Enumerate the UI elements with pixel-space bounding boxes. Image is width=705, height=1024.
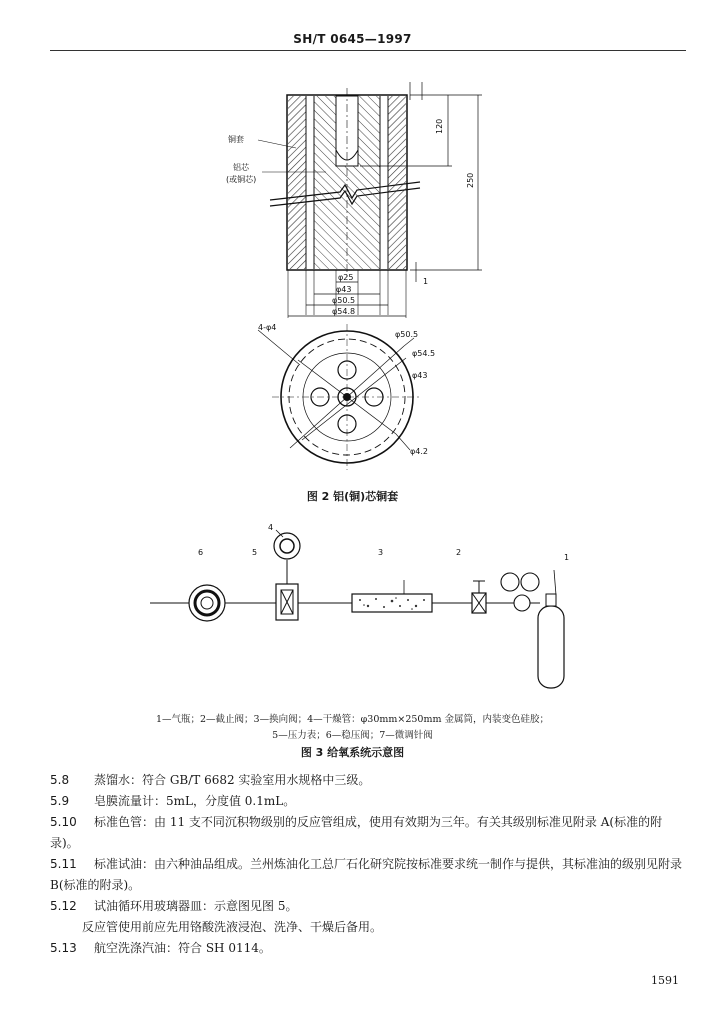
dim-phi25: φ25 bbox=[338, 273, 354, 282]
clause-5-12-note: 反应管使用前应先用铬酸洗液浸泡、洗净、干燥后备用。 bbox=[82, 920, 383, 934]
running-header: SH/T 0645—1997 bbox=[293, 32, 412, 46]
top-dim-phi43: φ43 bbox=[412, 371, 428, 380]
clause-5-8: 5.8 蒸馏水：符合 GB/T 6682 实验室用水规格中三级。 bbox=[50, 773, 371, 787]
figure-3-caption: 图 3 给氧系统示意图 bbox=[300, 746, 405, 759]
top-dim-phi50-5: φ50.5 bbox=[395, 330, 419, 339]
fig3-number-2: 2 bbox=[456, 548, 462, 557]
label-core-alt: (或铜芯) bbox=[226, 175, 257, 184]
section-view bbox=[226, 82, 482, 318]
figure-3-legend-line1: 1—气瓶；2—截止阀；3—换向阀；4—干燥管：φ30mm×250mm 金属筒，内装变色硅胶； bbox=[155, 714, 550, 725]
figure-3-drawing bbox=[150, 523, 569, 688]
clause-5-11: 5.11 标准试油：由六种油品组成。兰州炼油化工总厂石化研究院按标准要求统一制作与提供，其标准油的级别见附录 B(标准的附录)。 bbox=[50, 857, 683, 892]
clause-5-13: 5.13 航空洗涤汽油：符合 SH 0114。 bbox=[50, 941, 271, 955]
dim-1: 1 bbox=[423, 277, 429, 286]
figure-2-caption: 图 2 铝(铜)芯铜套 bbox=[306, 490, 399, 503]
dim-250: 250 bbox=[466, 172, 475, 188]
fig3-number-4: 4 bbox=[268, 523, 274, 532]
top-dim-phi4-2: φ4.2 bbox=[410, 447, 428, 456]
clause-5-9: 5.9 皂膜流量计：5mL，分度值 0.1mL。 bbox=[50, 794, 296, 808]
fig3-number-3: 3 bbox=[378, 548, 384, 557]
dim-120: 120 bbox=[435, 118, 444, 134]
dim-phi43: φ43 bbox=[336, 285, 352, 294]
label-holes: 4-φ4 bbox=[258, 323, 277, 332]
dim-phi54-8: φ54.8 bbox=[332, 307, 356, 316]
dim-phi50-5: φ50.5 bbox=[332, 296, 356, 305]
body-text bbox=[50, 770, 686, 959]
fig3-number-1: 1 bbox=[564, 553, 570, 562]
clause-5-10: 5.10 标准色管：由 11 支不同沉积物级别的反应管组成，使用有效期为三年。有关其级别标准见附录 A(标准的附录)。 bbox=[50, 815, 663, 850]
label-core: 铝芯 bbox=[233, 163, 249, 172]
page-number: 1591 bbox=[651, 974, 679, 987]
figure-3-legend-line2: 5—压力表；6—稳压阀；7—微调针阀 bbox=[272, 730, 433, 741]
fig3-number-6: 6 bbox=[198, 548, 204, 557]
label-sleeve: 铜套 bbox=[228, 135, 244, 144]
top-view bbox=[258, 323, 435, 470]
clause-5-12: 5.12 试油循环用玻璃器皿：示意图见图 5。 bbox=[50, 899, 298, 913]
fig3-number-5: 5 bbox=[252, 548, 258, 557]
top-dim-phi54-5: φ54.5 bbox=[412, 349, 436, 358]
